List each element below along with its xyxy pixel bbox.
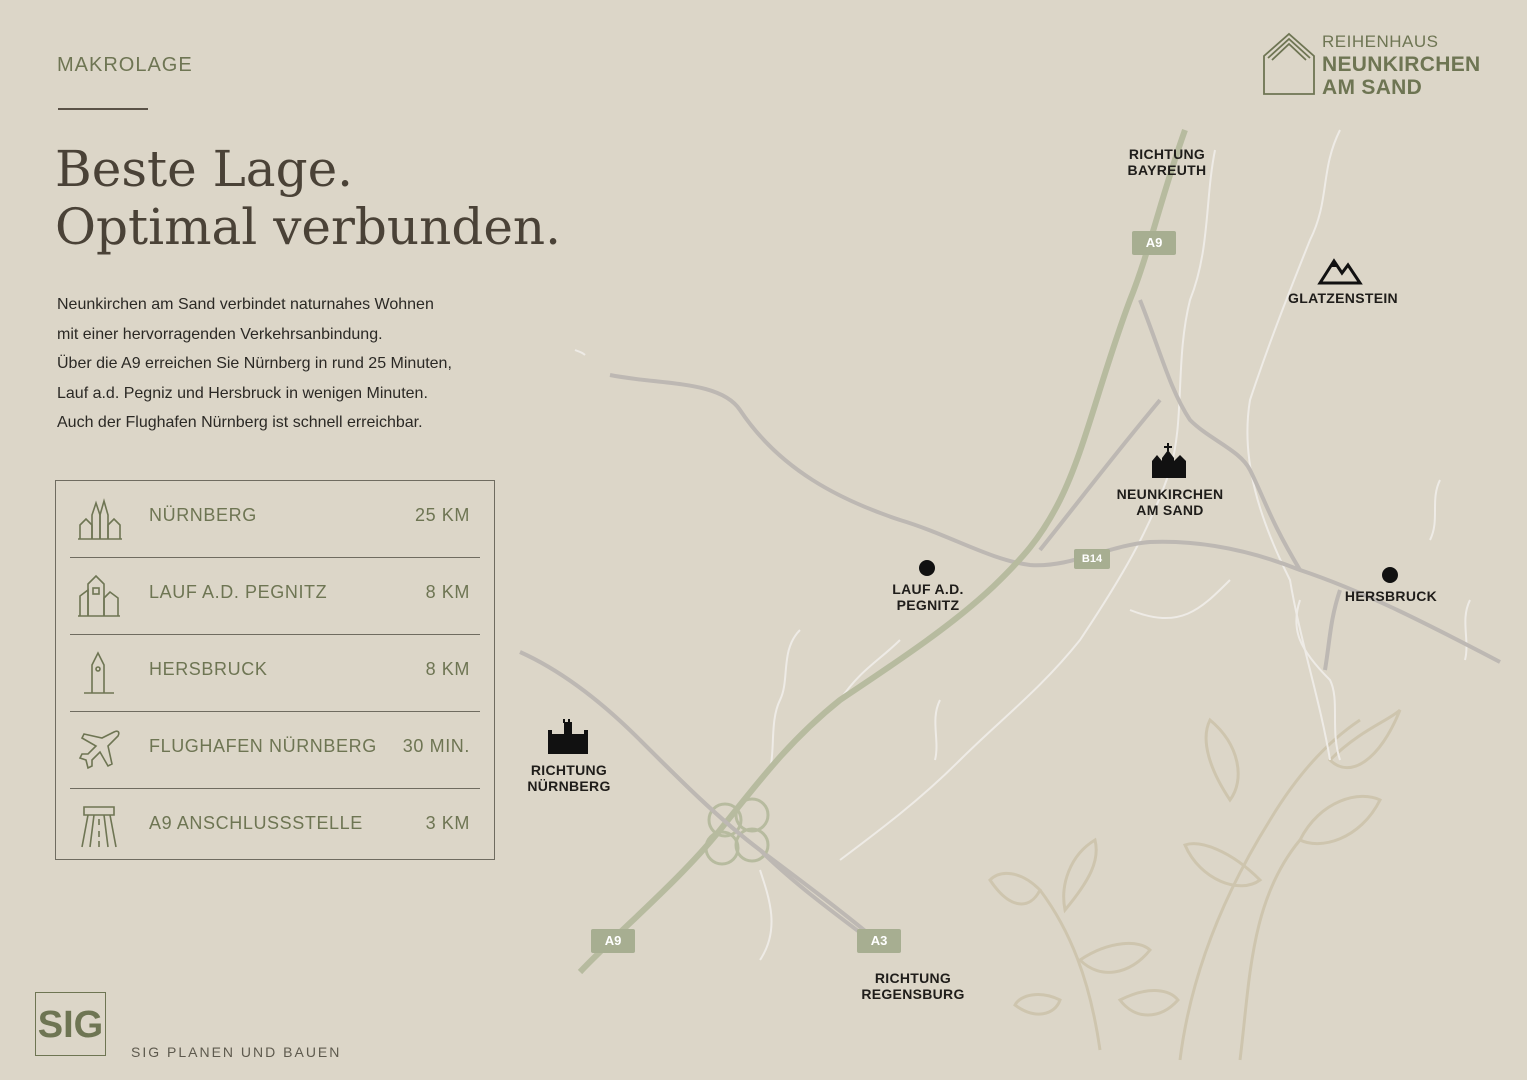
mountain-icon — [1320, 261, 1360, 283]
lauf-marker — [919, 560, 935, 576]
distance-value: 8 KM — [425, 582, 470, 602]
logo-line-3: AM SAND — [1322, 76, 1423, 99]
rivers — [575, 130, 1470, 960]
logo-line-1: REIHENHAUS — [1322, 32, 1439, 51]
label-hersbruck: HERSBRUCK — [1344, 588, 1438, 604]
distance-name: HERSBRUCK — [149, 659, 268, 679]
label-neunkirchen: NEUNKIRCHEN AM SAND — [1116, 486, 1224, 518]
decorative-leaves — [990, 710, 1400, 1060]
a9-north-badge: A9 — [1132, 231, 1176, 255]
distance-value: 3 KM — [425, 813, 470, 833]
distance-value: 25 KM — [414, 505, 470, 525]
sig-logo: SIG — [35, 992, 106, 1056]
label-nuernberg: RICHTUNG NÜRNBERG — [527, 762, 611, 794]
section-divider — [58, 108, 148, 110]
distance-row-a9 — [70, 789, 480, 866]
intro-line: Lauf a.d. Pegniz und Hersbruck in wenigen Minuten. — [57, 384, 428, 402]
distance-row-hersbruck — [70, 635, 480, 712]
roads — [520, 300, 1500, 935]
b14-badge: B14 — [1074, 549, 1110, 569]
castle-icon — [74, 570, 124, 620]
airplane-icon — [74, 724, 124, 774]
house-outline-icon — [1262, 32, 1316, 96]
distance-value: 8 KM — [425, 659, 470, 679]
distance-row-lauf — [70, 558, 480, 635]
label-glatzenstein: GLATZENSTEIN — [1288, 290, 1398, 306]
castle-icon — [548, 719, 588, 754]
motorway-icon — [74, 801, 124, 851]
company-name: SIG PLANEN UND BAUEN — [131, 1044, 342, 1060]
cathedral-icon — [74, 493, 124, 543]
distance-table — [55, 480, 495, 860]
logo-line-2: NEUNKIRCHEN — [1322, 53, 1481, 76]
distance-row-nuernberg — [70, 481, 480, 558]
hersbruck-marker — [1382, 567, 1398, 583]
interchange — [640, 740, 870, 940]
intro-line: mit einer hervorragenden Verkehrsanbindung. — [57, 325, 383, 343]
a3-badge: A3 — [857, 929, 901, 953]
intro-line: Neunkirchen am Sand verbindet naturnahes Wohnen — [57, 296, 434, 313]
intro-line: Über die A9 erreichen Sie Nürnberg in rund 25 Minuten, — [57, 355, 452, 372]
intro-line: Auch der Flughafen Nürnberg ist schnell erreichbar. — [57, 414, 423, 431]
a9-south-badge: A9 — [591, 929, 635, 953]
church-icon — [1152, 443, 1186, 478]
label-bayreuth: RICHTUNG BAYREUTH — [1127, 146, 1207, 178]
headline-line-1: Beste Lage. — [55, 140, 354, 198]
intro-text — [57, 290, 517, 438]
section-label: MAKROLAGE — [57, 54, 193, 76]
distance-value: 30 MIN. — [402, 736, 470, 756]
distance-name: NÜRNBERG — [149, 505, 257, 525]
headline — [55, 140, 561, 256]
distance-name: A9 ANSCHLUSSSTELLE — [149, 813, 363, 833]
distance-name: LAUF A.D. PEGNITZ — [149, 582, 328, 602]
label-lauf: LAUF A.D. PEGNITZ — [892, 581, 964, 613]
brand-logo — [1262, 32, 1512, 102]
label-regensburg: RICHTUNG REGENSBURG — [861, 970, 965, 1002]
tower-icon — [74, 647, 124, 697]
distance-row-airport — [70, 712, 480, 789]
distance-name: FLUGHAFEN NÜRNBERG — [149, 736, 377, 756]
headline-line-2: Optimal verbunden. — [55, 198, 562, 256]
